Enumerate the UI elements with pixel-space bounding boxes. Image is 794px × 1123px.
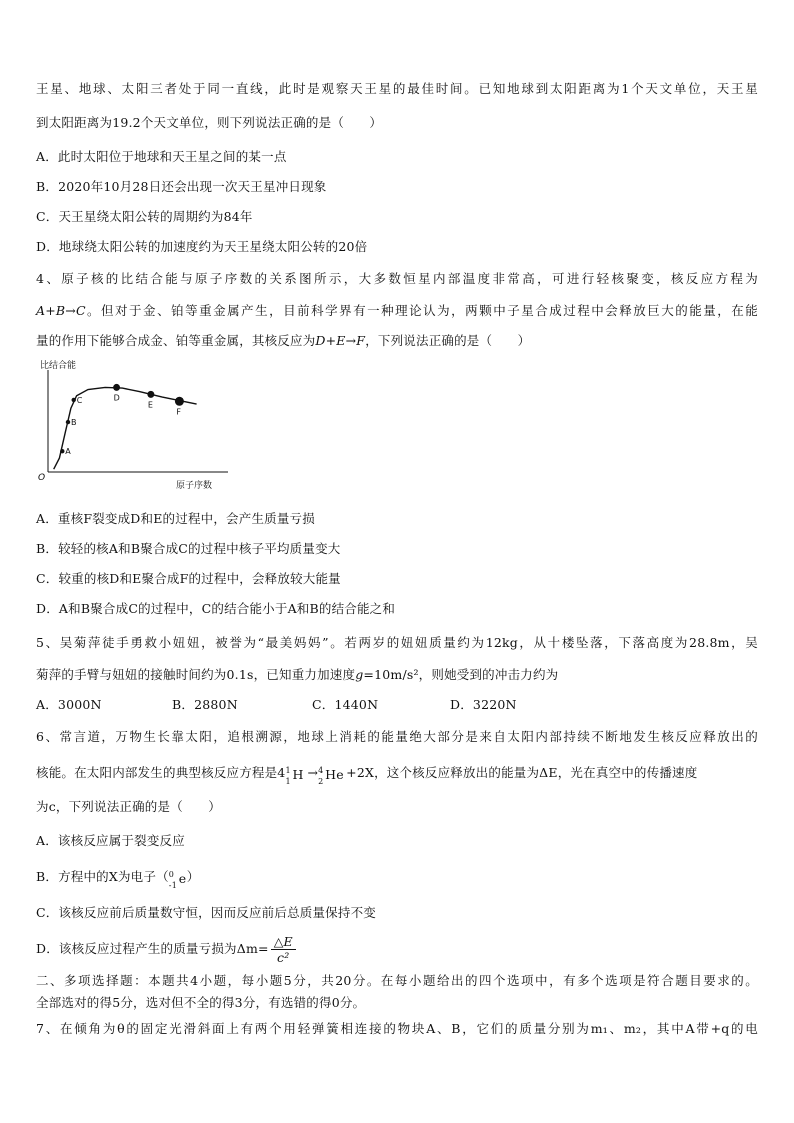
- q6-stem-line1: 6、常言道，万物生长靠太阳，追根溯源，地球上消耗的能量绝大部分是来自太阳内部持续不断地发生核反应释放出的: [36, 729, 758, 744]
- origin-label: O: [38, 473, 46, 483]
- mass-defect-fraction: $\frac{\triangle E}{\text{c²}}$: [271, 934, 296, 965]
- q3-option-d: D．地球绕太阳公转的加速度约为天王星绕太阳公转的20倍: [36, 239, 368, 254]
- q7-stem-line1: 7、在倾角为θ的固定光滑斜面上有两个用轻弹簧相连接的物块A、B，它们的质量分别为m₁、m₂，其中A带+q的电: [36, 1021, 758, 1036]
- q4-option-c: C．较重的核D和E聚合成F的过程中，会释放较大能量: [36, 571, 341, 586]
- q5-option-a: A．3000N: [36, 697, 102, 712]
- q3-option-b: B．2020年10月28日还会出现一次天王星冲日现象: [36, 179, 327, 194]
- point-label-c: C: [76, 395, 83, 405]
- q6-option-d: D．该核反应过程产生的质量亏损为Δm= $\frac{\triangle E}{\text{c²}}$: [36, 932, 758, 966]
- point-b: [66, 420, 70, 424]
- q5-stem-line1: 5、吴菊萍徒手勇救小妞妞，被誉为“最美妈妈”。若两岁的妞妞质量约为12kg，从十楼坠落，下落高度为28.8m，吴: [36, 635, 758, 650]
- q6-stem-line2: 核能。在太阳内部发生的典型核反应方程是4 1 1 H → 4 2 He +2X，这个核反应释放出的能量为ΔE，光在真空中的传播速度: [36, 765, 698, 786]
- q6-option-b: B．方程中的X为电子（ 0 -1 e ）: [36, 869, 200, 890]
- q5-option-b: B．2880N: [172, 697, 238, 712]
- q6-option-a: A．该核反应属于裂变反应: [36, 833, 185, 848]
- q4-stem-line3: 量的作用下能够合成金、铂等重金属，其核反应为D+E→F，下列说法正确的是（ ）: [36, 333, 531, 348]
- q4-option-a: A．重核F裂变成D和E的过程中，会产生质量亏损: [36, 511, 315, 526]
- section2-heading-line1: 二、多项选择题：本题共4小题，每小题5分，共20分。在每小题给出的四个选项中，有多个选项是符合题目要求的。: [36, 973, 758, 988]
- q4-option-b: B．较轻的核A和B聚合成C的过程中核子平均质量变大: [36, 541, 341, 556]
- q3-option-a: A．此时太阳位于地球和天王星之间的某一点: [36, 149, 287, 164]
- x-axis-label: 原子序数: [176, 481, 213, 491]
- q5-stem-line2: 菊萍的手臂与妞妞的接触时间约为0.1s，已知重力加速度g=10m/s²，则她受到的冲击力约为: [36, 667, 559, 682]
- y-axis-label: 比结合能: [40, 361, 77, 371]
- q4-stem-line2: A+B→C。但对于金、铂等重金属产生，目前科学界有一种理论认为，两颗中子星合成过程中会释放巨大的能量，在能: [36, 303, 758, 318]
- point-c: [72, 398, 76, 402]
- section2-heading-line2: 全部选对的得5分，选对但不全的得3分，有选错的得0分。: [36, 995, 366, 1010]
- q4-equation-fusion: A+B→C: [36, 303, 86, 318]
- point-label-e: E: [147, 400, 153, 410]
- helium-nuclide: 4 2 He: [318, 765, 344, 786]
- q5-option-c: C．1440N: [312, 697, 379, 712]
- q3-option-c: C．天王星绕太阳公转的周期约为84年: [36, 209, 253, 224]
- point-label-f: F: [176, 407, 182, 417]
- hydrogen-nuclide: 1 1 H: [285, 765, 304, 786]
- q4-option-d: D．A和B聚合成C的过程中，C的结合能小于A和B的结合能之和: [36, 601, 396, 616]
- point-label-a: A: [65, 447, 71, 457]
- q3-stem-line2: 到太阳距离为19.2个天文单位，则下列说法正确的是（ ）: [36, 115, 383, 130]
- q4-equation-merge: D+E→F: [315, 333, 366, 348]
- q5-options: [36, 696, 758, 714]
- binding-energy-chart: [36, 360, 276, 500]
- q4-stem-line1: 4、原子核的比结合能与原子序数的关系图所示，大多数恒星内部温度非常高，可进行轻核聚变，核反应方程为: [36, 271, 758, 286]
- q5-option-d: D．3220N: [450, 697, 517, 712]
- q3-stem-line1: 王星、地球、太阳三者处于同一直线，此时是观察天王星的最佳时间。已知地球到太阳距离为1个天文单位，天王星: [36, 81, 758, 96]
- point-f: [175, 397, 184, 406]
- q6-option-c: C．该核反应前后质量数守恒，因而反应前后总质量保持不变: [36, 905, 376, 920]
- point-d: [113, 384, 120, 391]
- q6-stem-line3: 为c，下列说法正确的是（ ）: [36, 799, 222, 814]
- point-label-d: D: [113, 393, 120, 403]
- point-a: [60, 449, 64, 453]
- electron-nuclide: 0 -1 e: [168, 869, 187, 890]
- point-label-b: B: [71, 418, 77, 428]
- point-e: [147, 391, 154, 398]
